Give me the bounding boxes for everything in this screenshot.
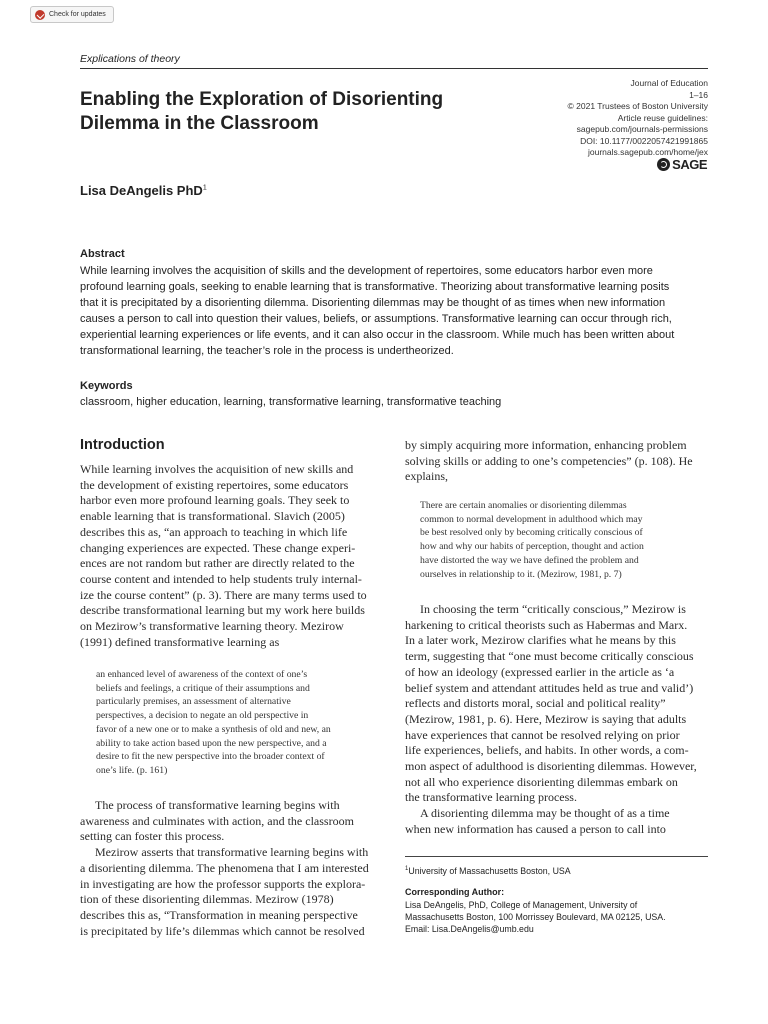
- left-block-quote: [96, 668, 331, 778]
- footnote-mark: 1: [405, 866, 409, 873]
- check-for-updates-label: Check for updates: [49, 11, 106, 18]
- journal-name: Journal of Education: [630, 78, 708, 88]
- text-line: is precipitated by life’s dilemmas which cannot be resolved: [80, 923, 365, 938]
- text-line: solving skills or adding to one’s competencies” (p. 108). He: [405, 453, 693, 468]
- text-line: reflects and distorts moral, social and political reality”: [405, 696, 666, 711]
- check-for-updates-badge[interactable]: [30, 6, 114, 23]
- text-line: changing experiences are expected. These change experi-: [80, 540, 356, 555]
- text-line: a disorienting dilemma. The phenomena that I am interested: [80, 860, 369, 875]
- text-line: ize the course content” (p. 3). There are many terms used to: [80, 587, 367, 602]
- text-line: In a later work, Mezirow clarifies what he means by this: [405, 633, 676, 648]
- abstract-line: While learning involves the acquisition of skills and the development of repertoires, some educators harbor even more: [80, 265, 653, 277]
- text-line: of how an ideology (expressed earlier in the article as ‘a: [405, 664, 675, 679]
- right-paragraph-2: [405, 602, 697, 838]
- title-line: Enabling the Exploration of Disorienting: [80, 89, 444, 110]
- abstract-line: experiential learning experiences or life events, and it can also occur in the classroom. While much has been written about: [80, 329, 675, 341]
- check-icon: [35, 10, 45, 20]
- text-line: describes this as, “Transformation in meaning perspective: [80, 907, 358, 922]
- quote-line: favor of a new one or to make a synthesis of old and new, an: [96, 723, 331, 735]
- text-line: harbor even more profound learning goals. They seek to: [80, 493, 350, 508]
- corresponding-author-details: [405, 900, 666, 935]
- text-line: setting can foster this process.: [80, 829, 225, 844]
- publisher-name: SAGE: [672, 157, 707, 172]
- abstract-line: causes a person to call into question their values, beliefs, or assumptions. Transformative learning can occur through rich,: [80, 313, 672, 325]
- author-affil-mark: 1: [202, 184, 207, 192]
- text-line: have experiences that cannot be resolved relying on prior: [405, 727, 680, 742]
- text-line: The process of transformative learning begins with: [95, 798, 340, 812]
- quote-line: how and why our habits of perception, thought and action: [420, 541, 644, 553]
- right-block-quote: [420, 499, 644, 581]
- text-line: awareness and culminates with action, and the classroom: [80, 813, 354, 828]
- quote-line: There are certain anomalies or disorienting dilemmas: [420, 500, 627, 511]
- corr-email[interactable]: Email: Lisa.DeAngelis@umb.edu: [405, 923, 534, 934]
- text-line: in investigating are how the professor supports the explora-: [80, 876, 366, 891]
- journal-homepage-link[interactable]: journals.sagepub.com/home/jex: [587, 147, 708, 157]
- quote-line: ability to take action based upon the new perspective, and a: [96, 737, 327, 749]
- quote-line: particularly premises, an assessment of alternative: [96, 696, 291, 708]
- keywords-heading: Keywords: [80, 380, 133, 392]
- text-line: (1991) defined transformative learning as: [80, 634, 280, 649]
- text-line: (Mezirow, 1981, p. 6). Here, Mezirow is saying that adults: [405, 711, 687, 726]
- text-line: when new information has caused a person to call into: [405, 821, 666, 836]
- text-line: describes this as, “an approach to teaching in which life: [80, 524, 348, 539]
- doi[interactable]: DOI: 10.1177/0022057421991865: [580, 135, 708, 146]
- quote-line: be best resolved only by becoming critically conscious of: [420, 527, 643, 539]
- text-line: tion of these disorienting dilemmas. Mezirow (1978): [80, 892, 334, 907]
- quote-line: perspectives, a decision to negate an old perspective in: [96, 710, 309, 722]
- text-line: mon aspect of adulthood is disorienting dilemmas. However,: [405, 759, 697, 774]
- quote-line: beliefs and feelings, a critique of their assumptions and: [96, 682, 310, 694]
- text-line: enable learning that is transformational. Slavich (2005): [80, 509, 345, 524]
- text-line: ences are not random but rather are directly related to the: [80, 556, 355, 571]
- page-range: 1–16: [689, 89, 708, 100]
- abstract-line: transformational learning, the teacher’s role in the process is undertheorized.: [80, 345, 454, 357]
- text-line: describe transformational learning but my work here builds: [80, 603, 365, 618]
- text-line: life experiences, beliefs, and habits. In other words, a com-: [405, 743, 689, 758]
- abstract-line: that it is precipitated by a disorienting dilemma. Disorienting dilemmas may be thought of as times when new information: [80, 297, 666, 309]
- text-line: explains,: [405, 469, 448, 484]
- keywords-list: classroom, higher education, learning, transformative learning, transformative teaching: [80, 396, 502, 408]
- text-line: by simply acquiring more information, enhancing problem: [405, 438, 687, 452]
- quote-line: ourselves in relationship to it. (Mezirow, 1981, p. 7): [420, 568, 622, 580]
- abstract-line: profound learning goals, seeking to enable learning that is transformative. Theorizing about transformative learning posits: [80, 281, 670, 293]
- permissions-link[interactable]: sagepub.com/journals-permissions: [576, 124, 708, 134]
- abstract-heading: Abstract: [80, 248, 125, 260]
- text-line: not all who experience disorienting dilemmas embark on: [405, 774, 678, 789]
- author-name: [80, 183, 207, 198]
- text-line: belief system and attendant attitudes held as true and valid’): [405, 680, 694, 695]
- text-line: the transformative learning process.: [405, 790, 577, 805]
- article-title: [80, 88, 500, 136]
- text-line: course content and intended to help students truly internal-: [80, 571, 362, 586]
- quote-line: an enhanced level of awareness of the context of one’s: [96, 669, 308, 680]
- corr-line: Massachusetts Boston, 100 Morrissey Boulevard, MA 02125, USA.: [405, 911, 666, 922]
- text-line: Mezirow asserts that transformative learning begins with: [95, 845, 369, 860]
- text-line: A disorienting dilemma may be thought of as a time: [420, 806, 670, 821]
- header-rule: [80, 68, 708, 69]
- copyright: © 2021 Trustees of Boston University: [567, 101, 708, 111]
- footnote-affiliation: [405, 866, 571, 876]
- quote-line: have distorted the way we have defined the problem and: [420, 554, 639, 566]
- text-line: on Mezirow’s transformative learning theory. Mezirow: [80, 619, 344, 634]
- abstract-body: [80, 263, 708, 359]
- author-name-text: Lisa DeAngelis PhD: [80, 183, 203, 198]
- title-line: Dilemma in the Classroom: [80, 113, 319, 134]
- journal-info: [568, 78, 708, 159]
- text-line: the development of existing repertoires, some educators: [80, 477, 349, 492]
- footnote-rule: [405, 856, 708, 857]
- text-line: While learning involves the acquisition of new skills and: [80, 462, 354, 476]
- introduction-heading: Introduction: [80, 437, 165, 453]
- text-line: term, suggesting that “one must become critically conscious: [405, 649, 694, 664]
- sage-logo-icon: [657, 158, 670, 171]
- left-paragraph-1: [80, 462, 367, 650]
- quote-line: desire to fit the new perspective into the broader context of: [96, 751, 325, 763]
- corr-line: Lisa DeAngelis, PhD, College of Management, University of: [405, 900, 638, 910]
- publisher-logo: [657, 157, 707, 172]
- affiliation-text: University of Massachusetts Boston, USA: [408, 866, 571, 876]
- text-line: harkening to critical theorists such as Habermas and Marx.: [405, 617, 688, 632]
- left-paragraph-2: [80, 798, 369, 939]
- text-line: In choosing the term “critically conscious,” Mezirow is: [420, 602, 686, 616]
- quote-line: common to normal development in adulthood which may: [420, 513, 643, 525]
- quote-line: one’s life. (p. 161): [96, 764, 168, 776]
- reuse-label: Article reuse guidelines:: [617, 112, 708, 123]
- right-paragraph-1: [405, 438, 693, 485]
- section-label: Explications of theory: [80, 53, 180, 65]
- corresponding-author-heading: Corresponding Author:: [405, 887, 505, 897]
